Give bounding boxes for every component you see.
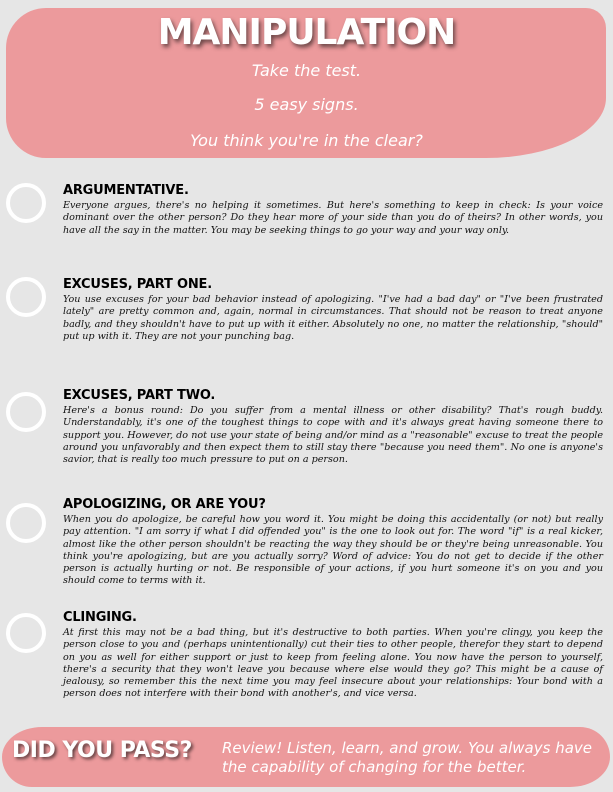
checkbox-circle-icon[interactable] — [6, 392, 46, 432]
section-title: APOLOGIZING, OR ARE YOU? — [63, 497, 266, 512]
tagline-easy-signs: 5 easy signs. — [254, 95, 359, 114]
tagline-in-the-clear: You think you're in the clear? — [190, 131, 423, 150]
checkbox-circle-icon[interactable] — [6, 183, 46, 223]
checkbox-circle-icon[interactable] — [6, 503, 46, 543]
tagline-take-test: Take the test. — [251, 61, 362, 80]
did-you-pass-heading: DID YOU PASS? — [12, 738, 192, 763]
section-body: At first this may not be a bad thing, but it's destructive to both parties. When you're clingy, you keep the person close to you and (perhaps unintentionally) cut their ties to other people, therefor they start to depend on you as well for either support or just to keep from feeling alone. You now have the person to yourself, there's a security that they won't leave you because where else would they go? This might be a cause of jealousy, so remember this the next time you may feel insecure about your relationships: Your bond with a person does not interfere with their bond with another's, and vice versa. — [63, 627, 603, 700]
checkbox-circle-icon[interactable] — [6, 613, 46, 653]
section-body: Here's a bonus round: Do you suffer from a mental illness or other disability? That's rough buddy. Understandably, it's one of the toughest things to cope with and it's always great having someone there to support you. However, do not use your state of being and/or mind as a "reasonable" excuse to treat the people around you unfavorably and then expect them to still stay there "because you need them". No one is anyone's savior, that is really too much pressure to put on a person. — [63, 405, 603, 466]
section-body: You use excuses for your bad behavior instead of apologizing. "I've had a bad day" or "I've been frustrated lately" are pretty common and, again, normal in circumstances. That should not be reason to treat anyone badly, and they shouldn't have to put up with it either. Absolutely no one, no matter the relationship, "should" put up with it. They are not your punching bag. — [63, 294, 603, 342]
checkbox-circle-icon[interactable] — [6, 277, 46, 317]
section-title: EXCUSES, PART TWO. — [63, 388, 216, 403]
section-title: EXCUSES, PART ONE. — [63, 277, 212, 292]
section-title: ARGUMENTATIVE. — [63, 183, 189, 198]
section-title: CLINGING. — [63, 610, 137, 625]
section-body: Everyone argues, there's no helping it sometimes. But here's something to keep in check: Is your voice dominant over the other person? Do they hear more of your side than you do of theirs? In other words, you have all the say in the matter. You may be seeking things to go your way and your way only. — [63, 200, 603, 236]
page-title: MANIPULATION — [157, 12, 456, 53]
review-message: Review! Listen, learn, and grow. You always have the capability of changing for the better. — [222, 739, 593, 776]
section-body: When you do apologize, be careful how you word it. You might be doing this accidentally (or not) but really pay attention. "I am sorry if what I did offended you" is the one to look out for. The word "if" is a real kicker, almost like the other person shouldn't be reacting the way they should be or they're being unreasonable. You think you're apologizing, but are you actually sorry? Word of advice: You do not get to decide if the other person is actually hurting or not. Be responsible of your actions, if you hurt someone it's on you and you should come to terms with it. — [63, 514, 603, 587]
